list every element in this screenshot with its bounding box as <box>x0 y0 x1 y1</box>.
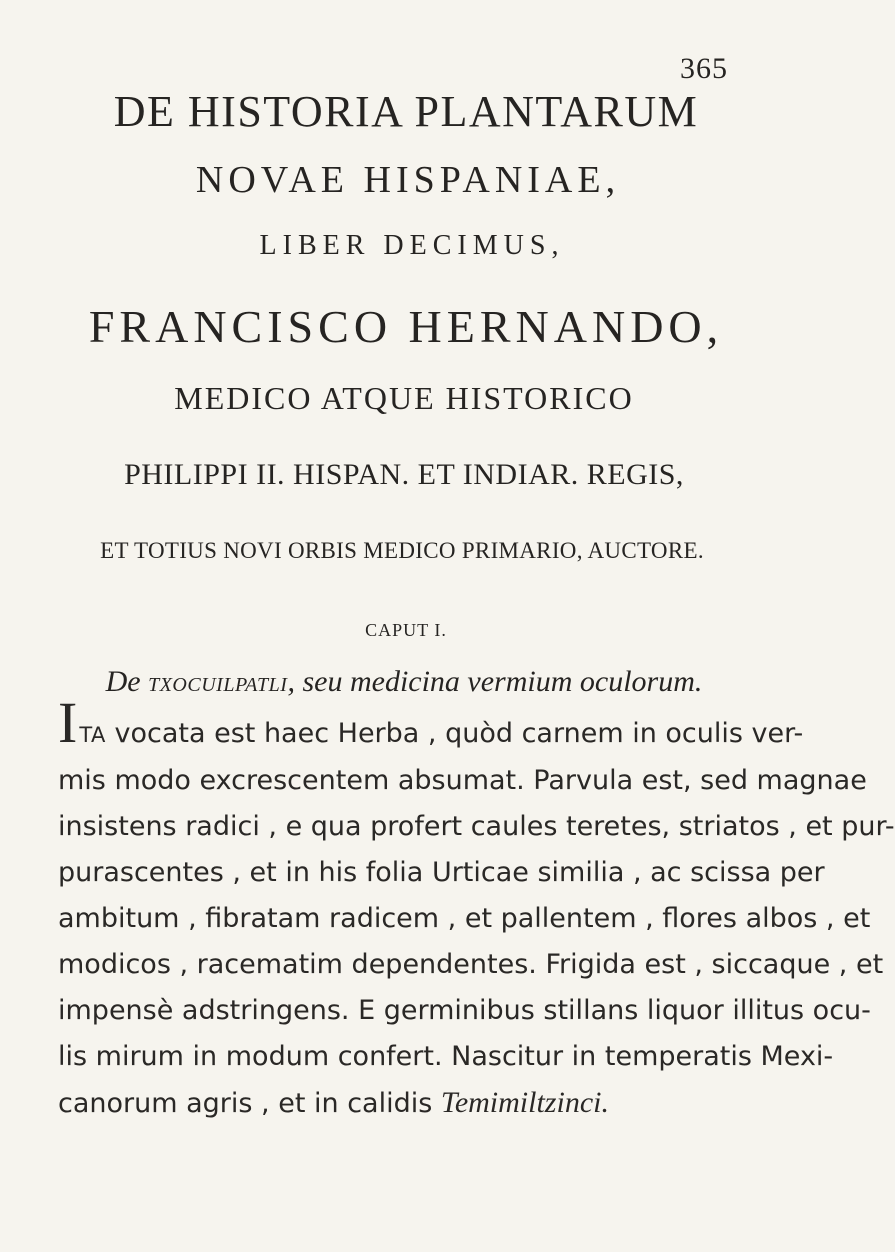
chapter-title-rest: , seu medicina vermium oculorum. <box>287 665 703 698</box>
place-name: Temimiltzinci. <box>440 1086 609 1119</box>
subtitle: NOVAE HISPANIAE, <box>195 159 621 201</box>
author-office: ET TOTIUS NOVI ORBIS MEDICO PRIMARIO, AUCTORE. <box>100 538 704 563</box>
body-line: ambitum , fibratam radicem , et pallentem , flores albos , et <box>58 903 871 934</box>
page-number: 365 <box>680 52 728 85</box>
last-line-text: canorum agris , et in calidis <box>58 1088 433 1119</box>
chapter-title-name: TXOCUILPATLI <box>148 674 288 696</box>
body-line: mis modo excrescentem absumat. Parvula est, sed magnae <box>58 765 867 796</box>
drop-cap: I <box>58 690 78 755</box>
body-line: impensè adstringens. E germinibus stillans liquor illitus ocu- <box>58 995 871 1026</box>
author-patron: PHILIPPI II. HISPAN. ET INDIAR. REGIS, <box>124 458 684 491</box>
body-paragraph <box>58 690 895 1127</box>
author-name: FRANCISCO HERNANDO, <box>88 301 724 352</box>
author-role: MEDICO ATQUE HISTORICO <box>174 380 634 416</box>
body-line-last <box>58 1080 748 1127</box>
book-number: LIBER DECIMUS, <box>259 230 565 261</box>
body-line: insistens radici , e qua profert caules teretes, striatos , et pur- <box>58 811 895 842</box>
body-line: modicos , racematim dependentes. Frigida est , siccaque , et <box>58 949 884 980</box>
chapter-title <box>4 665 804 699</box>
first-word-rest: TA <box>79 723 106 747</box>
chapter-label: CAPUT I. <box>365 620 447 640</box>
body-line: purascentes , et in his folia Urticae similia , ac scissa per <box>58 857 825 888</box>
chapter-title-prefix: De <box>105 665 141 698</box>
body-line-1 <box>58 690 804 758</box>
body-line-1-text: vocata est haec Herba , quòd carnem in oculis ver- <box>114 718 804 749</box>
main-title: DE HISTORIA PLANTARUM <box>113 87 699 136</box>
body-line: lis mirum in modum confert. Nascitur in temperatis Mexi- <box>58 1041 834 1072</box>
